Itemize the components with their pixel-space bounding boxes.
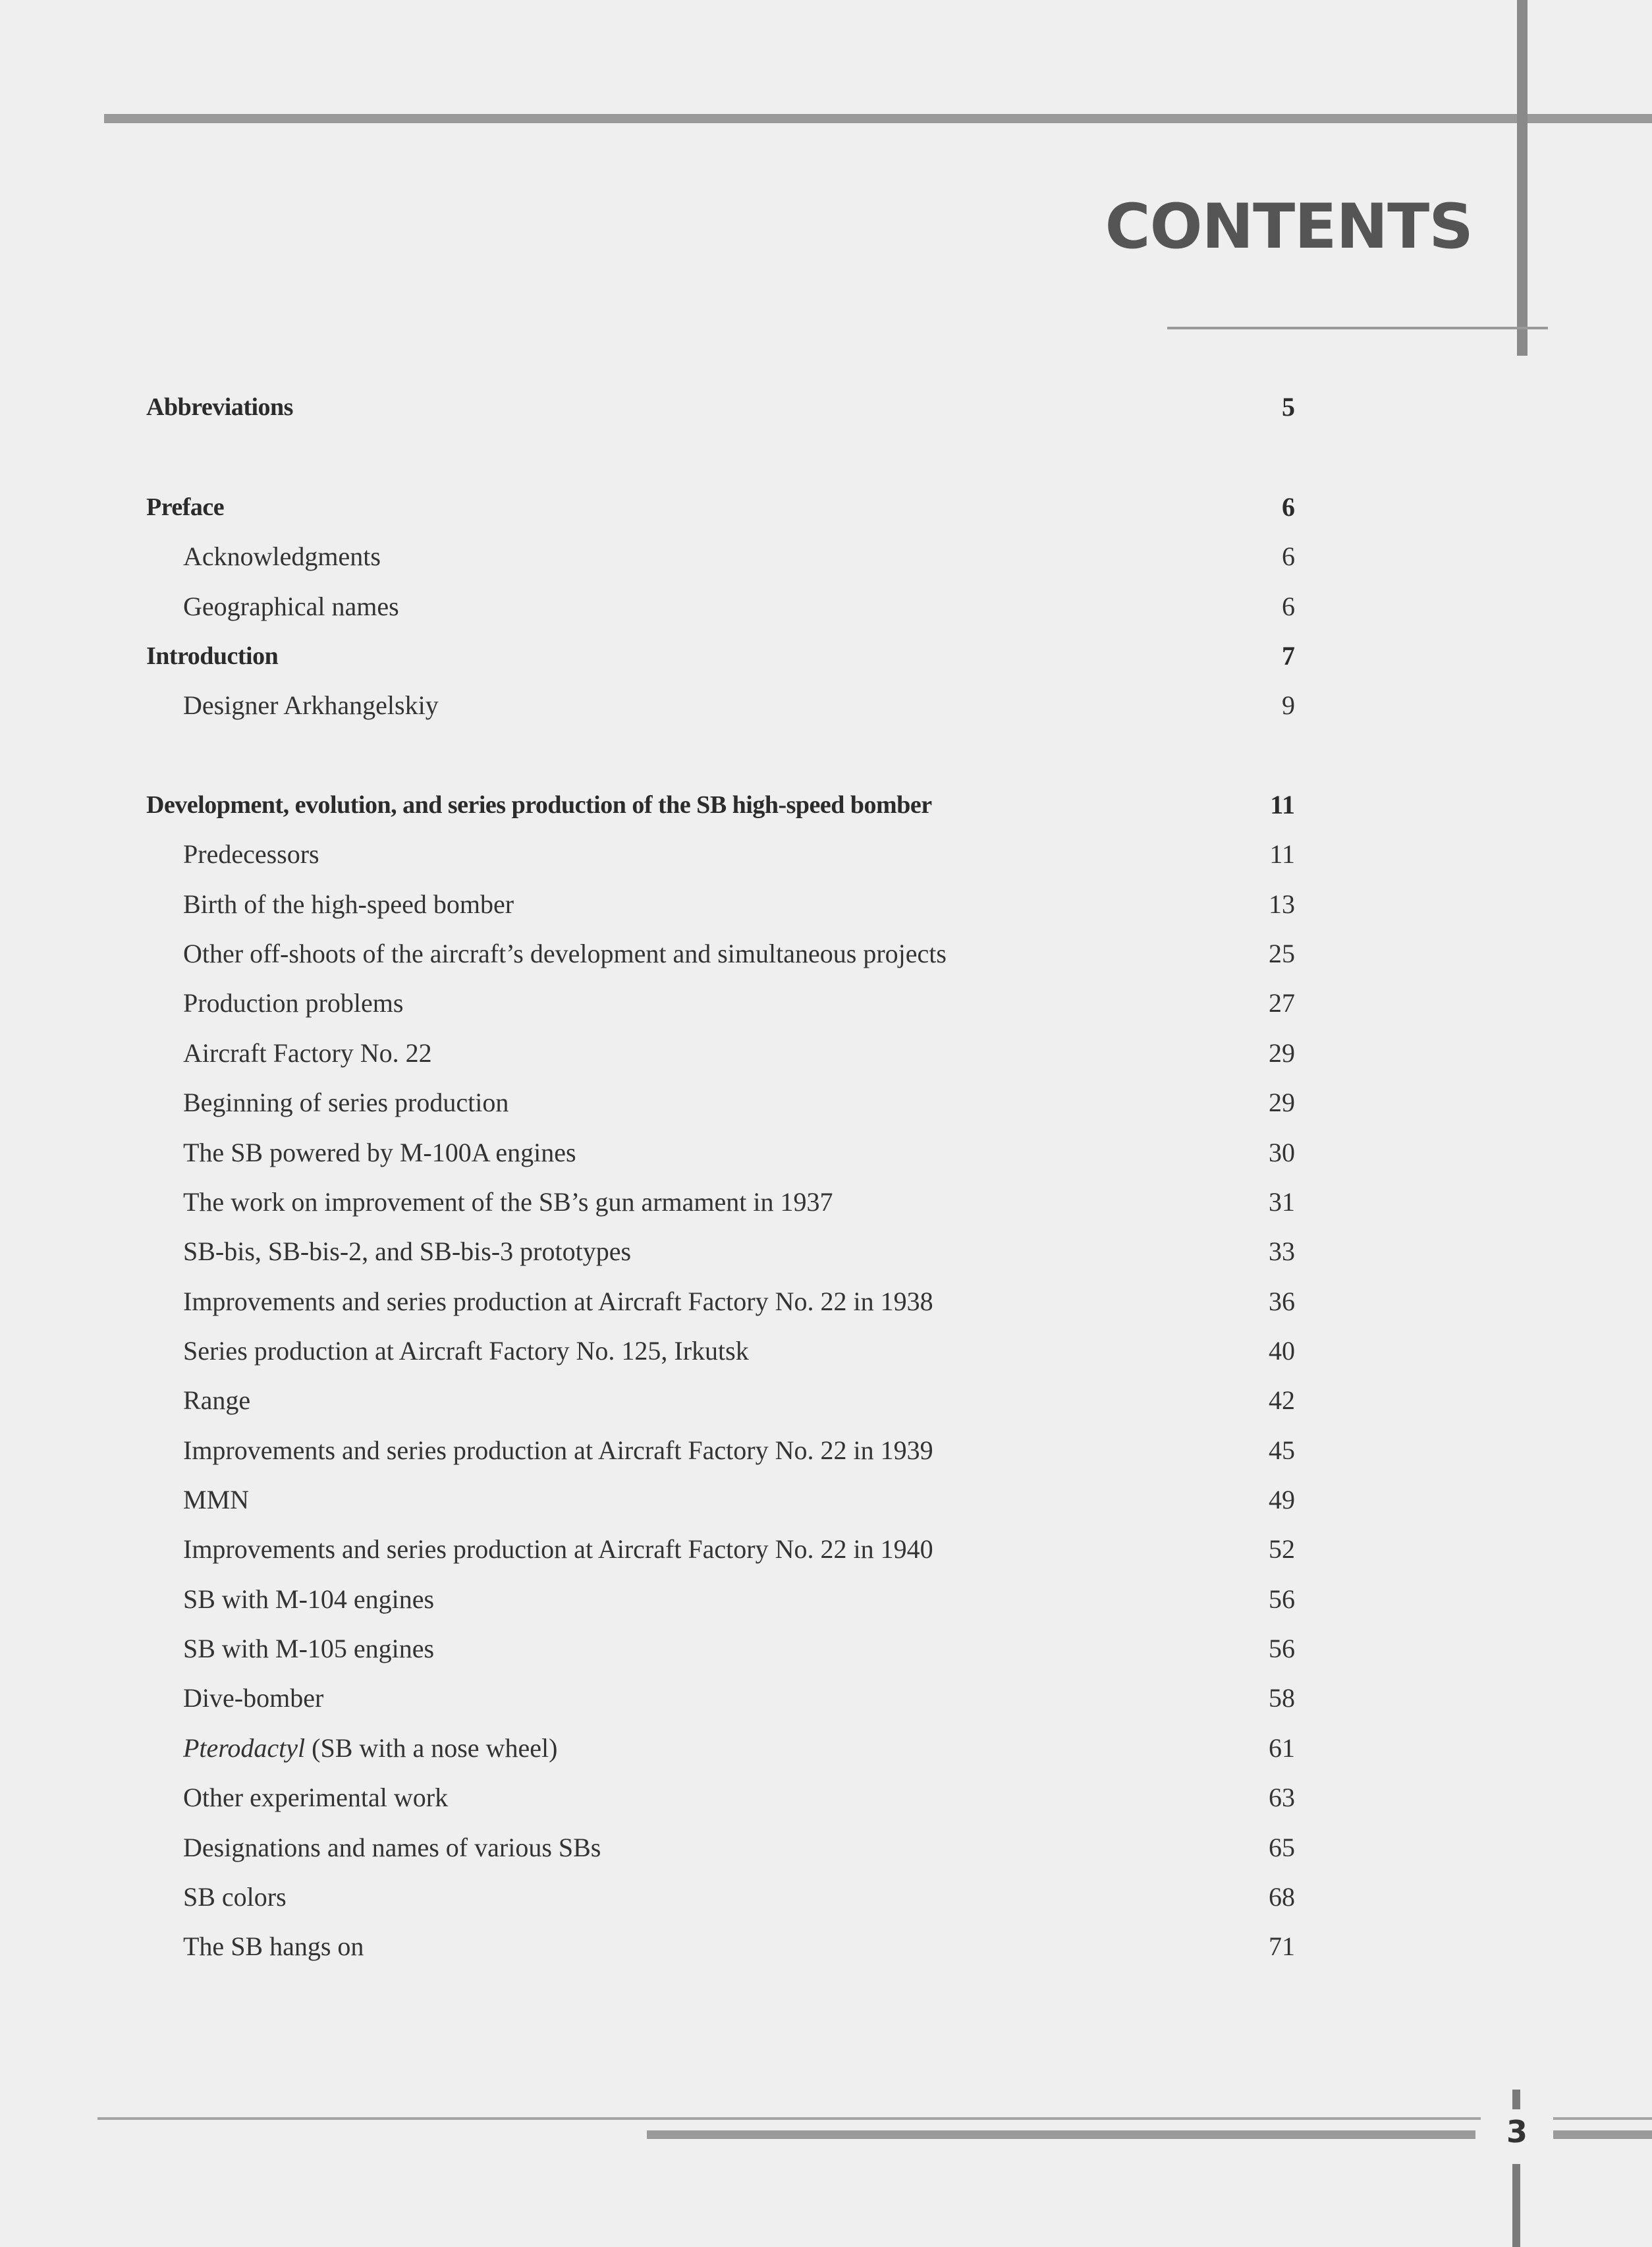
toc-entry-page: 40 (1269, 1336, 1295, 1366)
toc-entry-page: 6 (1282, 492, 1295, 522)
toc-entry-page: 49 (1269, 1485, 1295, 1514)
toc-entry-page: 29 (1269, 1088, 1295, 1117)
toc-entry-page: 29 (1269, 1038, 1295, 1068)
page-marker-bottom (1512, 2164, 1520, 2247)
toc-entry-title: Geographical names (183, 592, 399, 621)
toc-entry (0, 1629, 1652, 1669)
toc-entry (0, 984, 1652, 1023)
toc-entry-title: Production problems (183, 988, 404, 1018)
toc-entry (0, 1133, 1652, 1173)
toc-entry-page: 56 (1269, 1634, 1295, 1663)
toc-entry-title: Other experimental work (183, 1783, 449, 1812)
toc-entry-title: Aircraft Factory No. 22 (183, 1038, 432, 1068)
toc-entry-page: 27 (1269, 988, 1295, 1018)
toc-entry-page: 11 (1269, 839, 1295, 869)
toc-entry-title: Development, evolution, and series production of the SB high-speed bomber (146, 791, 932, 819)
toc-entry-title: Improvements and series production at Aircraft Factory No. 22 in 1939 (183, 1435, 933, 1465)
toc-entry-title: Designations and names of various SBs (183, 1833, 601, 1862)
toc-entry-title: Series production at Aircraft Factory No. 125, Irkutsk (183, 1336, 749, 1366)
toc-entry-page: 71 (1269, 1931, 1295, 1961)
toc-entry-page: 65 (1269, 1833, 1295, 1862)
page-title: CONTENTS (1105, 191, 1473, 263)
toc-entry-title: Beginning of series production (183, 1088, 509, 1117)
toc-entry (0, 387, 1652, 427)
toc-entry-page: 63 (1269, 1783, 1295, 1812)
toc-entry-page: 58 (1269, 1683, 1295, 1713)
toc-entry (0, 1083, 1652, 1123)
toc-entry-title: SB colors (183, 1882, 287, 1912)
toc-entry-title: Predecessors (183, 839, 319, 869)
toc-entry-page: 5 (1282, 392, 1295, 422)
toc-entry (0, 885, 1652, 924)
toc-entry-title: Birth of the high-speed bomber (183, 889, 514, 919)
toc-entry (0, 1232, 1652, 1271)
toc-entry-title: Other off-shoots of the aircraft’s development and simultaneous projects (183, 939, 947, 968)
toc-entry-page: 56 (1269, 1584, 1295, 1614)
footer-thin-rule (97, 2117, 1481, 2120)
toc-entry-page: 11 (1270, 790, 1295, 819)
footer-right-thin-rule (1553, 2117, 1652, 2120)
toc-entry (0, 537, 1652, 576)
toc-entry (0, 636, 1652, 676)
toc-entry-page: 42 (1269, 1385, 1295, 1415)
toc-entry (0, 1034, 1652, 1073)
toc-entry-title: Introduction (146, 642, 279, 670)
page-marker-top (1512, 2090, 1520, 2109)
toc-entry (0, 1530, 1652, 1569)
toc-entry (0, 1480, 1652, 1520)
toc-entry (0, 1331, 1652, 1371)
toc-entry-title: The work on improvement of the SB’s gun armament in 1937 (183, 1187, 833, 1217)
toc-entry-page: 13 (1269, 889, 1295, 919)
toc-entry-title-italic: Pterodactyl (183, 1733, 306, 1763)
toc-entry-title: Preface (146, 493, 225, 521)
toc-entry (0, 1431, 1652, 1470)
toc-entry (0, 1729, 1652, 1768)
toc-entry-title-rest: (SB with a nose wheel) (305, 1733, 558, 1763)
toc-entry-page: 33 (1269, 1236, 1295, 1266)
toc-entry (0, 1778, 1652, 1817)
toc-entry (0, 835, 1652, 874)
toc-entry-title: Acknowledgments (183, 541, 381, 571)
toc-entry (0, 934, 1652, 974)
toc-entry (0, 1182, 1652, 1222)
toc-entry-title: Designer Arkhangelskiy (183, 690, 439, 720)
toc-entry-page: 30 (1269, 1138, 1295, 1167)
toc-entry-page: 45 (1269, 1435, 1295, 1465)
toc-entry (0, 1828, 1652, 1868)
toc-entry-title: MMN (183, 1485, 250, 1514)
toc-entry-title: Improvements and series production at Aircraft Factory No. 22 in 1938 (183, 1287, 933, 1316)
toc-entry (0, 1877, 1652, 1917)
footer-thick-rule (647, 2130, 1475, 2139)
toc-entry (0, 1580, 1652, 1619)
toc-entry-page: 68 (1269, 1882, 1295, 1912)
toc-entry-title: Dive-bomber (183, 1683, 324, 1713)
toc-entry (0, 487, 1652, 527)
toc-entry-page: 25 (1269, 939, 1295, 968)
toc-entry (0, 1678, 1652, 1718)
toc-entry (0, 1927, 1652, 1966)
toc-entry-title: Abbreviations (146, 393, 293, 421)
toc-entry-page: 31 (1269, 1187, 1295, 1217)
toc-entry-page: 52 (1269, 1534, 1295, 1564)
toc-entry (0, 785, 1652, 825)
toc-entry-title: SB with M-104 engines (183, 1584, 435, 1614)
toc-entry-title: SB-bis, SB-bis-2, and SB-bis-3 prototypes (183, 1236, 632, 1266)
footer-right-thick-rule (1553, 2130, 1652, 2139)
page-number: 3 (1506, 2114, 1528, 2150)
toc-entry (0, 686, 1652, 725)
toc-entry-title (183, 1729, 557, 1768)
toc-entry (0, 587, 1652, 626)
toc-entry-title: Improvements and series production at Aircraft Factory No. 22 in 1940 (183, 1534, 933, 1564)
toc-entry-title: SB with M-105 engines (183, 1634, 435, 1663)
toc-entry-page: 36 (1269, 1287, 1295, 1316)
toc-entry-page: 6 (1282, 541, 1295, 571)
toc-entry (0, 1282, 1652, 1321)
toc-entry-page: 9 (1282, 690, 1295, 720)
toc-entry (0, 1381, 1652, 1420)
toc-entry-title: The SB hangs on (183, 1931, 364, 1961)
toc-entry-page: 6 (1282, 592, 1295, 621)
toc-entry-page: 61 (1269, 1733, 1295, 1763)
toc-entry-title: Range (183, 1385, 251, 1415)
toc-entry-title: The SB powered by M-100A engines (183, 1138, 576, 1167)
toc-entry-page: 7 (1282, 641, 1295, 671)
